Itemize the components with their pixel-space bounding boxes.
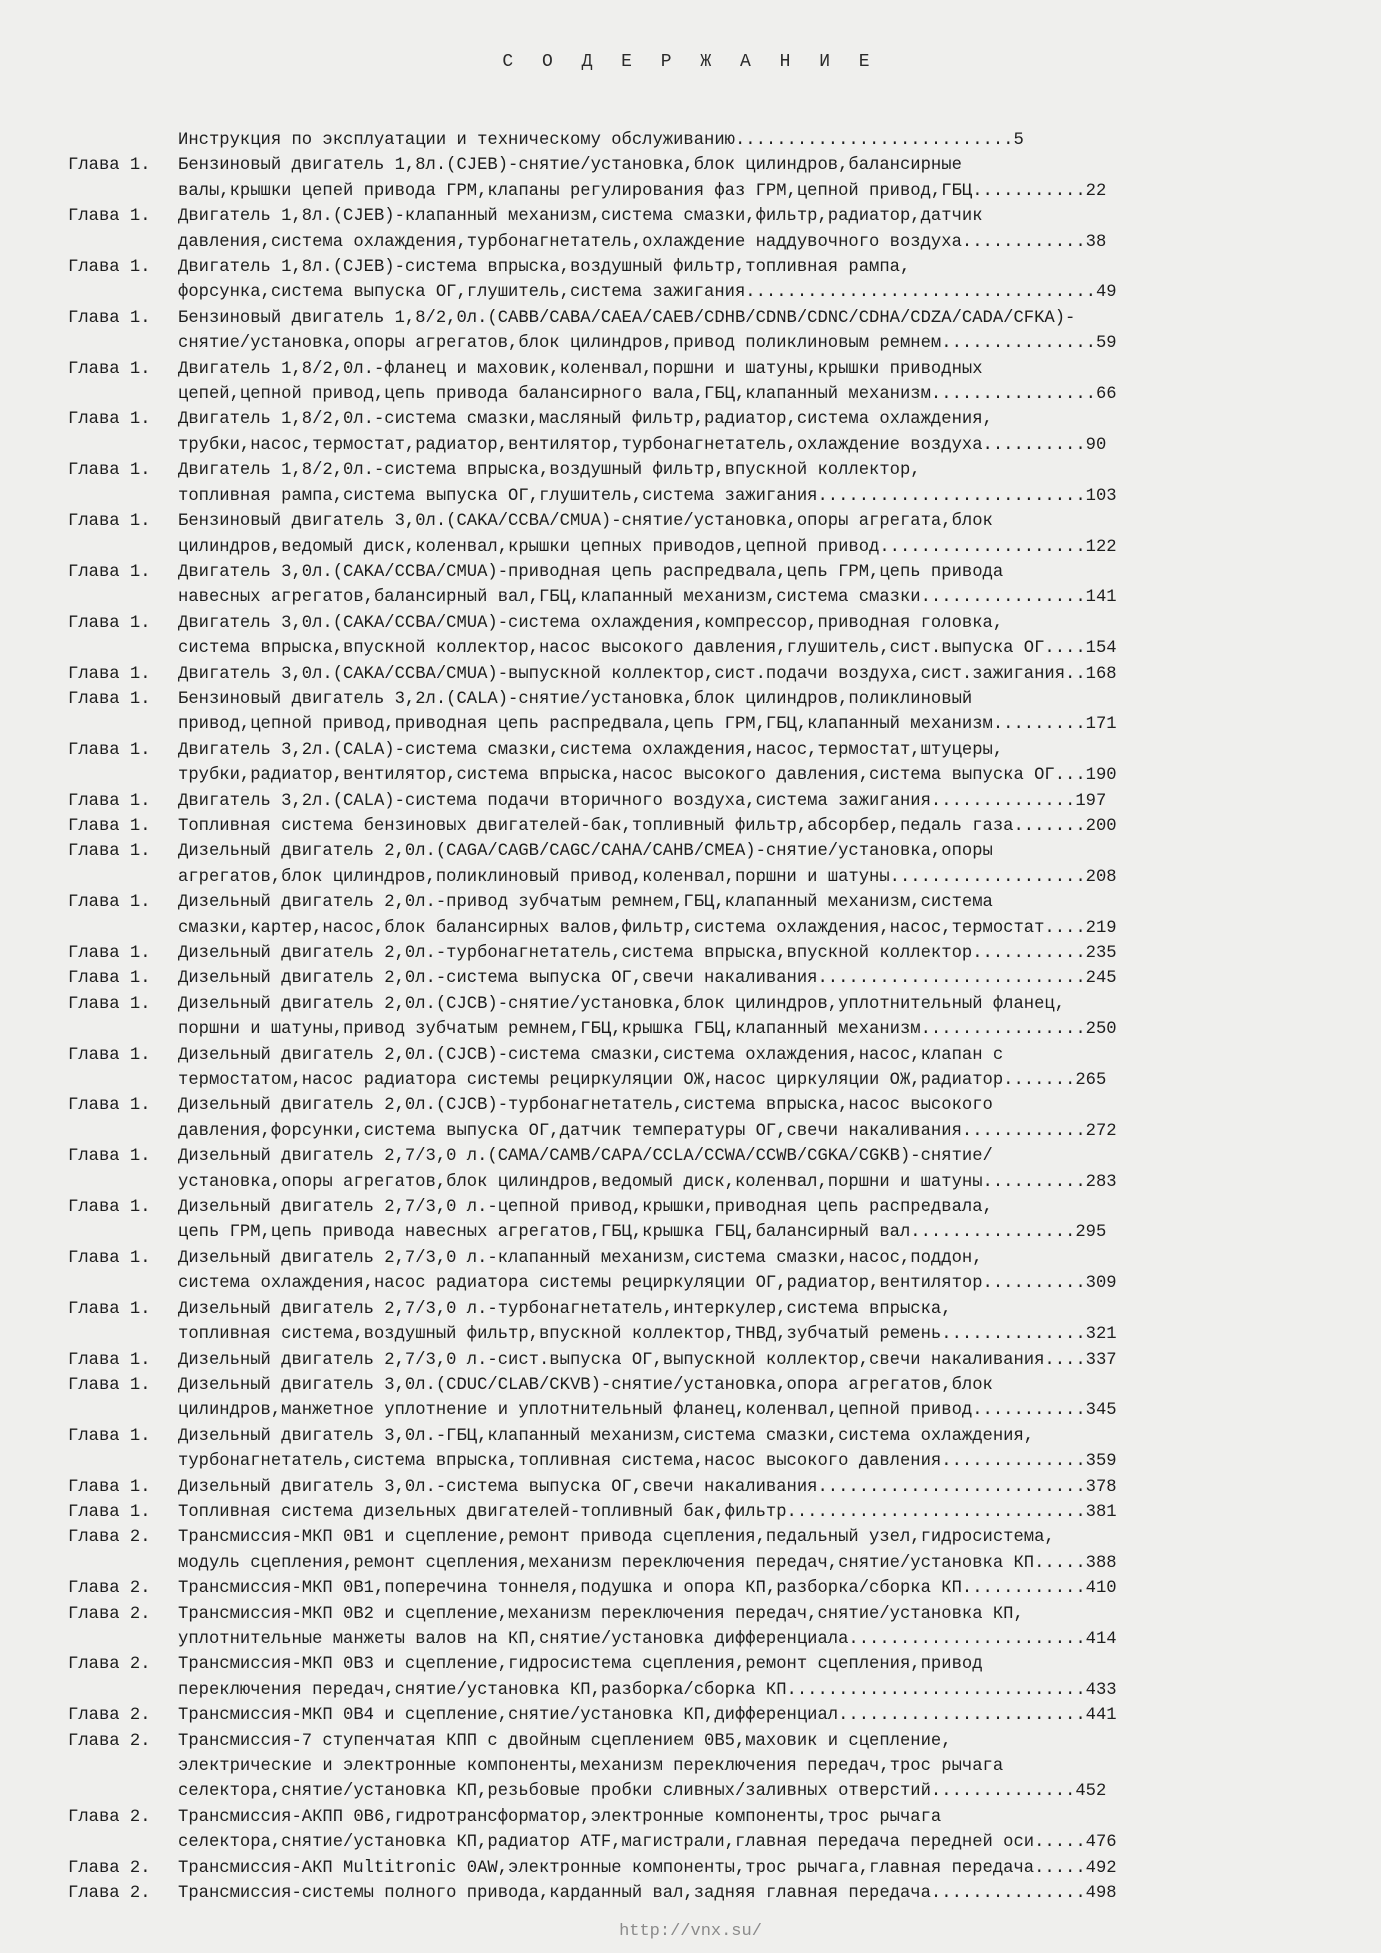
chapter-label: Глава 1. [68,410,151,430]
toc-entry [68,1500,1328,1525]
entry-line: Дизельный двигатель 2,0л.-турбонагнетатель,система впрыска,впускной коллектор...........235 [178,944,1117,963]
chapter-label: Глава 1. [68,994,151,1014]
entry-line: агрегатов,блок цилиндров,поликлиновый привод,коленвал,поршни и шатуны...................208 [178,867,1117,887]
entry-line: Бензиновый двигатель 1,8л.(CJEB)-снятие/установка,блок цилиндров,балансирные [178,156,962,176]
toc-entry [68,992,1328,1043]
entry-text [178,992,1328,1043]
chapter-label: Глава 1. [68,1248,151,1268]
toc-entry [68,509,1328,560]
entry-text [178,789,1328,814]
entry-text [178,1093,1328,1144]
entry-text [178,1424,1328,1475]
table-of-contents [68,128,1328,1906]
toc-entry [68,1881,1328,1906]
entry-line: Двигатель 1,8/2,0л.-фланец и маховик,коленвал,поршни и шатуны,крышки приводных [178,359,983,379]
chapter-label: Глава 2. [68,1706,151,1726]
entry-line: Трансмиссия-МКП 0B1,поперечина тоннеля,подушка и опора КП,разборка/сборка КП............410 [178,1579,1117,1599]
entry-line: Топливная система дизельных двигателей-топливный бак,фильтр.............................381 [178,1502,1117,1522]
chapter-label: Глава 1. [68,816,151,836]
entry-line: Трансмиссия-МКП 0B4 и сцепление,снятие/установка КП,дифференциал........................441 [178,1706,1117,1726]
entry-line: электрические и электронные компоненты,механизм переключения передач,трос рычага [178,1757,1004,1776]
entry-line: форсунка,система выпуска ОГ,глушитель,система зажигания..................................49 [178,283,1117,303]
entry-line: Дизельный двигатель 2,0л.-привод зубчатым ремнем,ГБЦ,клапанный механизм,система [178,893,993,913]
chapter-label: Глава 1. [68,207,151,227]
chapter-label: Глава 1. [68,1426,151,1446]
entry-line: Трансмиссия-МКП 0B3 и сцепление,гидросистема сцепления,ремонт сцепления,привод [178,1655,983,1675]
toc-entry [68,1144,1328,1195]
entry-line: Бензиновый двигатель 3,0л.(CAKA/CCBA/CMUA)-снятие/установка,опоры агрегата,блок [178,512,993,532]
toc-entry [68,1805,1328,1856]
entry-line: топливная система,воздушный фильтр,впускной коллектор,ТНВД,зубчатый ремень..............321 [178,1325,1117,1345]
entry-line: Бензиновый двигатель 1,8/2,0л.(CABB/CABA/CAEA/CAEB/CDHB/CDNB/CDNC/CDHA/CDZA/CADA/CFKA)- [178,308,1076,328]
toc-entry [68,738,1328,789]
entry-text [178,941,1328,966]
entry-text [178,1195,1328,1246]
entry-line: Бензиновый двигатель 3,2л.(CALA)-снятие/установка,блок цилиндров,поликлиновый [178,689,973,709]
toc-entry [68,966,1328,991]
chapter-label: Глава 1. [68,842,151,862]
entry-text [178,1043,1328,1094]
entry-line: Дизельный двигатель 2,7/3,0 л.-цепной привод,крышки,приводная цепь распредвала, [178,1198,993,1218]
chapter-label: Глава 1. [68,740,151,760]
entry-line: Двигатель 1,8л.(CJEB)-система впрыска,воздушный фильтр,топливная рампа, [178,258,911,278]
toc-entry [68,1475,1328,1500]
entry-text [178,839,1328,890]
chapter-label: Глава 1. [68,1299,151,1319]
entry-text [178,357,1328,408]
chapter-label: Глава 1. [68,512,151,532]
toc-entry [68,662,1328,687]
chapter-label: Глава 2. [68,1807,151,1827]
toc-entry [68,204,1328,255]
chapter-label: Глава 1. [68,258,151,278]
entry-line: Двигатель 3,0л.(CAKA/CCBA/CMUA)-система охлаждения,компрессор,приводная головка, [178,613,1004,633]
toc-entry [68,1576,1328,1601]
entry-line: турбонагнетатель,система впрыска,топливная система,насос высокого давления..............359 [178,1452,1117,1472]
entry-text [178,814,1328,839]
entry-text [178,1246,1328,1297]
chapter-label: Глава 1. [68,893,151,913]
entry-text [178,1525,1328,1576]
toc-entry [68,1652,1328,1703]
chapter-label: Глава 2. [68,1858,151,1878]
entry-line: снятие/установка,опоры агрегатов,блок цилиндров,привод поликлиновым ремнем...............59 [178,334,1117,354]
entry-text [178,560,1328,611]
entry-line: поршни и шатуны,привод зубчатым ремнем,ГБЦ,крышка ГБЦ,клапанный механизм................250 [178,1020,1117,1040]
toc-entry [68,1195,1328,1246]
entry-line: давления,форсунки,система выпуска ОГ,датчик температуры ОГ,свечи накаливания............272 [178,1121,1117,1141]
entry-text [178,1297,1328,1348]
entry-line: Двигатель 1,8/2,0л.-система смазки,масляный фильтр,радиатор,система охлаждения, [178,410,993,430]
entry-line: уплотнительные манжеты валов на КП,снятие/установка дифференциала.......................414 [178,1629,1117,1649]
chapter-label: Глава 1. [68,969,151,989]
toc-entry [68,128,1328,153]
entry-text [178,306,1328,357]
entry-text [178,1602,1328,1653]
chapter-label: Глава 2. [68,1731,151,1751]
toc-entry [68,1525,1328,1576]
entry-line: Дизельный двигатель 3,0л.-ГБЦ,клапанный механизм,система смазки,система охлаждения, [178,1426,1035,1446]
toc-entry [68,255,1328,306]
entry-text [178,1373,1328,1424]
page-title: С О Д Е Р Ж А Н И Е [502,52,879,72]
entry-text [178,128,1328,153]
chapter-label: Глава 1. [68,461,151,481]
entry-line: валы,крышки цепей привода ГРМ,клапаны регулирования фаз ГРМ,цепной привод,ГБЦ...........22 [178,181,1107,201]
toc-entry [68,814,1328,839]
entry-text [178,1144,1328,1195]
chapter-label: Глава 2. [68,1528,151,1548]
chapter-label: Глава 1. [68,1477,151,1497]
toc-entry [68,687,1328,738]
entry-line: топливная рампа,система выпуска ОГ,глушитель,система зажигания..........................103 [178,486,1117,506]
toc-entry [68,357,1328,408]
toc-entry [68,153,1328,204]
chapter-label: Глава 1. [68,944,151,963]
entry-text [178,1729,1328,1805]
toc-entry [68,407,1328,458]
entry-text [178,687,1328,738]
chapter-label: Глава 2. [68,1655,151,1675]
chapter-label: Глава 1. [68,664,151,684]
entry-line: Дизельный двигатель 2,7/3,0 л.-сист.выпуска ОГ,выпускной коллектор,свечи накаливания....337 [178,1350,1117,1370]
toc-entry [68,1424,1328,1475]
chapter-label: Глава 1. [68,1045,151,1065]
toc-entry [68,1729,1328,1805]
chapter-label: Глава 2. [68,1604,151,1624]
entry-line: Дизельный двигатель 2,0л.(CJCB)-система смазки,система охлаждения,насос,клапан с [178,1045,1004,1065]
entry-line: давления,система охлаждения,турбонагнетатель,охлаждение наддувочного воздуха............38 [178,232,1107,252]
chapter-label: Глава 1. [68,1147,151,1167]
entry-line: Двигатель 3,0л.(CAKA/CCBA/CMUA)-выпускной коллектор,сист.подачи воздуха,сист.зажигания..168 [178,664,1117,684]
toc-entry [68,1373,1328,1424]
entry-text [178,204,1328,255]
chapter-label: Глава 1. [68,156,151,176]
entry-line: Двигатель 3,2л.(CALA)-система смазки,система охлаждения,насос,термостат,штуцеры, [178,740,1004,760]
entry-line: Дизельный двигатель 2,7/3,0 л.-клапанный механизм,система смазки,насос,поддон, [178,1248,983,1268]
chapter-label: Глава 1. [68,689,151,709]
entry-line: Двигатель 3,0л.(CAKA/CCBA/CMUA)-приводная цепь распредвала,цепь ГРМ,цепь привода [178,562,1004,582]
entry-text [178,1475,1328,1500]
toc-entry [68,1297,1328,1348]
entry-text [178,1500,1328,1525]
chapter-label: Глава 1. [68,1198,151,1218]
entry-text [178,1652,1328,1703]
toc-entry [68,1348,1328,1373]
entry-line: цилиндров,ведомый диск,коленвал,крышки цепных приводов,цепной привод....................122 [178,537,1117,557]
toc-entry [68,789,1328,814]
entry-line: цилиндров,манжетное уплотнение и уплотнительный фланец,коленвал,цепной привод...........345 [178,1401,1117,1421]
chapter-label: Глава 1. [68,791,151,811]
entry-line: навесных агрегатов,балансирный вал,ГБЦ,клапанный механизм,система смазки................141 [178,588,1117,608]
footer-url: http://vnx.su/ [619,1922,762,1941]
entry-line: Трансмиссия-МКП 0B2 и сцепление,механизм переключения передач,снятие/установка КП, [178,1604,1024,1624]
chapter-label [68,128,178,153]
toc-entry [68,1703,1328,1728]
chapter-label: Глава 2. [68,1579,151,1599]
entry-text [178,1576,1328,1601]
entry-line: цепь ГРМ,цепь привода навесных агрегатов,ГБЦ,крышка ГБЦ,балансирный вал................295 [178,1223,1107,1243]
toc-entry [68,1856,1328,1881]
entry-line: трубки,насос,термостат,радиатор,вентилятор,турбонагнетатель,охлаждение воздуха..........90 [178,435,1107,455]
entry-line: Топливная система бензиновых двигателей-бак,топливный фильтр,абсорбер,педаль газа.......200 [178,816,1117,836]
toc-entry [68,1043,1328,1094]
entry-text [178,255,1328,306]
chapter-label: Глава 1. [68,1096,151,1116]
entry-line: Дизельный двигатель 2,7/3,0 л.(CAMA/CAMB/CAPA/CCLA/CCWA/CCWB/CGKA/CGKB)-снятие/ [178,1147,993,1167]
entry-text [178,458,1328,509]
chapter-label: Глава 1. [68,1502,151,1522]
chapter-label: Глава 1. [68,613,151,633]
entry-line: Дизельный двигатель 3,0л.(CDUC/CLAB/CKVB)-снятие/установка,опора агрегатов,блок [178,1375,993,1395]
chapter-label: Глава 1. [68,1375,151,1395]
entry-line: система впрыска,впускной коллектор,насос высокого давления,глушитель,сист.выпуска ОГ....154 [178,639,1117,659]
entry-text [178,966,1328,991]
entry-line: Трансмиссия-АКПП 0B6,гидротрансформатор,электронные компоненты,трос рычага [178,1807,942,1827]
chapter-label: Глава 1. [68,1350,151,1370]
entry-line: установка,опоры агрегатов,блок цилиндров,ведомый диск,коленвал,поршни и шатуны..........283 [178,1172,1117,1192]
entry-line: селектора,снятие/установка КП,резьбовые пробки сливных/заливных отверстий..............452 [178,1782,1107,1802]
entry-line: Двигатель 1,8/2,0л.-система впрыска,воздушный фильтр,впускной коллектор, [178,461,921,481]
entry-line: Дизельный двигатель 2,7/3,0 л.-турбонагнетатель,интеркулер,система впрыска, [178,1299,952,1319]
entry-line: селектора,снятие/установка КП,радиатор ATF,магистрали,главная передача передней оси.....476 [178,1833,1117,1853]
entry-line: Трансмиссия-АКП Multitronic 0AW,электронные компоненты,трос рычага,главная передача.....492 [178,1858,1117,1878]
entry-line: Трансмиссия-МКП 0B1 и сцепление,ремонт привода сцепления,педальный узел,гидросистема, [178,1528,1055,1548]
entry-text [178,662,1328,687]
entry-line: система охлаждения,насос радиатора системы рециркуляции ОГ,радиатор,вентилятор..........309 [178,1274,1117,1294]
entry-text [178,890,1328,941]
entry-line: термостатом,насос радиатора системы рециркуляции ОЖ,насос циркуляции ОЖ,радиатор.......265 [178,1071,1107,1091]
toc-entry [68,1093,1328,1144]
entry-line: Дизельный двигатель 2,0л.(CJCB)-турбонагнетатель,система впрыска,насос высокого [178,1096,993,1116]
entry-line: Дизельный двигатель 2,0л.(CAGA/CAGB/CAGC/CAHA/CAHB/CMEA)-снятие/установка,опоры [178,842,993,862]
entry-text [178,611,1328,662]
chapter-label: Глава 1. [68,562,151,582]
entry-line: переключения передач,снятие/установка КП,разборка/сборка КП.............................433 [178,1680,1117,1700]
toc-entry [68,839,1328,890]
entry-text [178,153,1328,204]
toc-entry [68,458,1328,509]
entry-text [178,1703,1328,1728]
toc-entry [68,611,1328,662]
toc-entry [68,890,1328,941]
toc-entry [68,941,1328,966]
entry-text [178,1856,1328,1881]
entry-line: Двигатель 3,2л.(CALA)-система подачи вторичного воздуха,система зажигания..............197 [178,791,1107,811]
entry-line: модуль сцепления,ремонт сцепления,механизм переключения передач,снятие/установка КП.....388 [178,1553,1117,1573]
entry-line: трубки,радиатор,вентилятор,система впрыска,насос высокого давления,система выпуска ОГ...190 [178,766,1117,786]
entry-line: цепей,цепной привод,цепь привода балансирного вала,ГБЦ,клапанный механизм................66 [178,385,1117,405]
toc-entry [68,560,1328,611]
chapter-label: Глава 1. [68,359,151,379]
entry-line: смазки,картер,насос,блок балансирных валов,фильтр,система охлаждения,насос,термостат....219 [178,918,1117,938]
toc-entry [68,1246,1328,1297]
toc-entry [68,1602,1328,1653]
entry-text [178,738,1328,789]
entry-line: Двигатель 1,8л.(CJEB)-клапанный механизм,система смазки,фильтр,радиатор,датчик [178,207,983,227]
entry-line: Дизельный двигатель 2,0л.-система выпуска ОГ,свечи накаливания..........................245 [178,969,1117,989]
entry-line: Дизельный двигатель 2,0л.(CJCB)-снятие/установка,блок цилиндров,уплотнительный фланец, [178,994,1066,1014]
chapter-label: Глава 2. [68,1884,151,1904]
entry-text [178,407,1328,458]
entry-text [178,1348,1328,1373]
entry-line: Трансмиссия-7 ступенчатая КПП с двойным сцеплением 0B5,маховик и сцепление, [178,1731,952,1751]
toc-entry [68,306,1328,357]
chapter-label: Глава 1. [68,308,151,328]
entry-line: Инструкция по эксплуатации и техническому обслуживанию...........................5 [178,131,1024,150]
entry-text [178,1881,1328,1906]
entry-line: привод,цепной привод,приводная цепь распредвала,цепь ГРМ,ГБЦ,клапанный механизм.........171 [178,715,1117,735]
entry-text [178,509,1328,560]
entry-line: Трансмиссия-системы полного привода,карданный вал,задняя главная передача...............498 [178,1884,1117,1904]
entry-text [178,1805,1328,1856]
entry-line: Дизельный двигатель 3,0л.-система выпуска ОГ,свечи накаливания..........................378 [178,1477,1117,1497]
